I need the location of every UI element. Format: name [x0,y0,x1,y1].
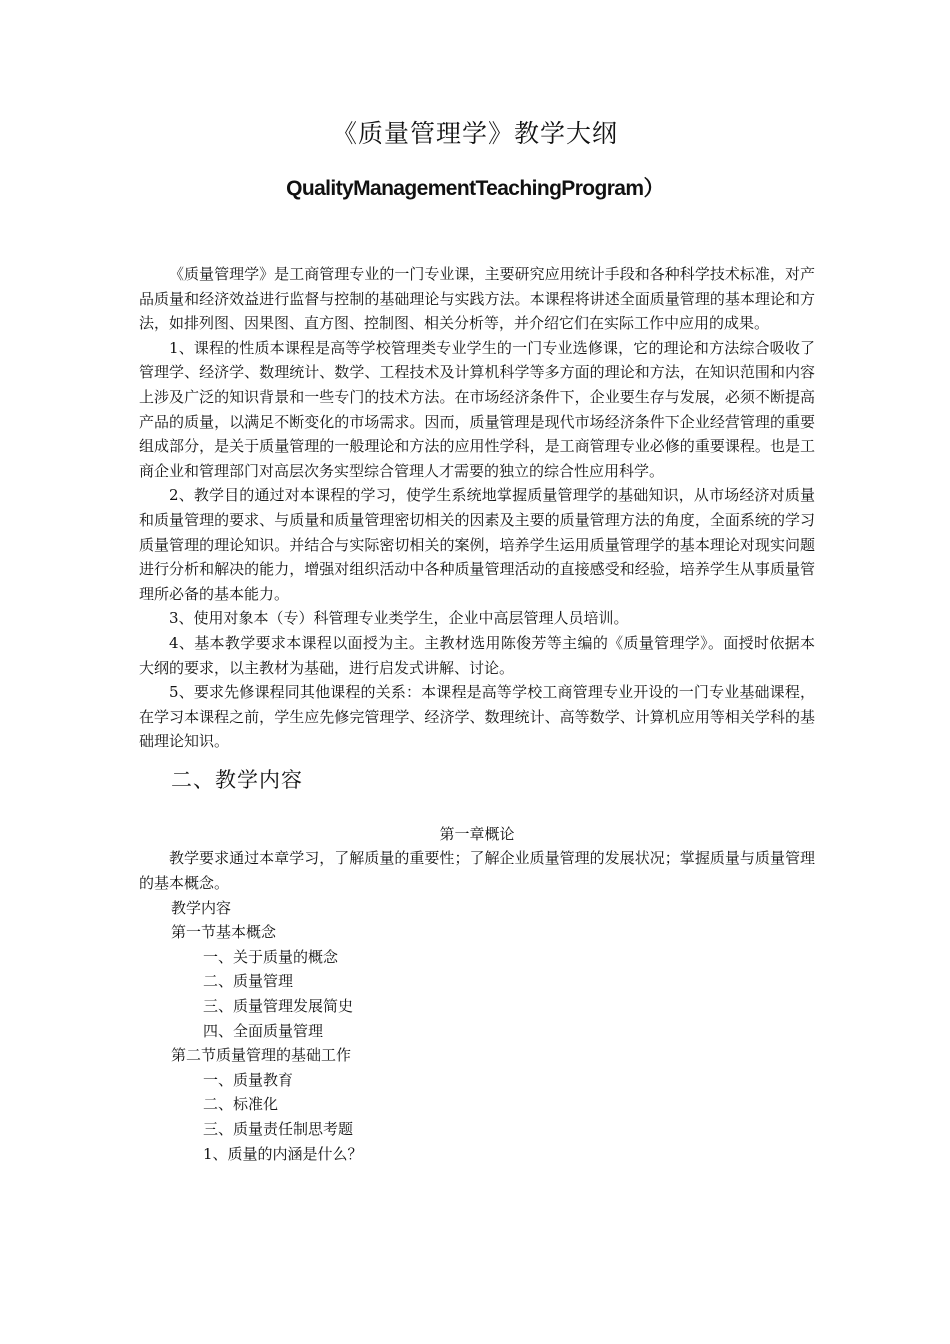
document-title: 《质量管理学》教学大纲 [331,119,618,148]
chapter-title: 第一章概论 [439,824,515,843]
intro-paragraph: 《质量管理学》是工商管理专业的一门专业课，主要研究应用统计手段和各种科学技术标准，对产品质量和经济效益进行监督与控制的基础理论与实践方法。本课程将讲述全面质量管理的基本理论和方法，如排列图、因果图、直方图、控制图、相关分析等，并介绍它们在实际工作中应用的成果。 [139,265,815,333]
section-heading-teaching-content: 二、教学内容 [171,767,303,792]
content-label: 教学内容 [171,898,232,917]
teaching-requirements-paragraph: 4、基本教学要求本课程以面授为主。主教材选用陈俊芳等主编的《质量管理学》。面授时依据本大纲的要求，以主教材为基础，进行启发式讲解、讨论。 [139,633,815,677]
list-item: 三、质量管理发展简史 [203,997,354,1016]
list-item: 二、标准化 [203,1095,279,1114]
document-body [139,262,815,1166]
course-nature-paragraph: 1、课程的性质本课程是高等学校管理类专业学生的一门专业选修课，它的理论和方法综合吸收了管理学、经济学、数理统计、数学、工程技术及计算机科学等多方面的理论和方法，在知识范围和内容上涉及广泛的知识背景和一些专门的技术方法。在市场经济条件下，企业要生存与发展，必须不断提高产品的质量，以满足不断变化的市场需求。因而，质量管理是现代市场经济条件下企业经营管理的重要组成部分，是关于质量管理的一般理论和方法的应用性学科，是工商管理专业必修的重要课程。也是工商企业和管理部门对高层次务实型综合管理人才需要的独立的综合性应用科学。 [139,338,815,480]
section-title: 第一节基本概念 [171,923,277,942]
chapter-requirement: 教学要求通过本章学习，了解质量的重要性；了解企业质量管理的发展状况；掌握质量与质量管理的基本概念。 [139,849,815,893]
prerequisites-paragraph: 5、要求先修课程同其他课程的关系：本课程是高等学校工商管理专业开设的一门专业基础课程，在学习本课程之前，学生应先修完管理学、经济学、数理统计、高等数学、计算机应用等相关学科的基础理论知识。 [139,683,815,751]
section-title: 第二节质量管理的基础工作 [171,1046,352,1065]
list-item: 四、全面质量管理 [203,1021,324,1040]
list-item: 一、关于质量的概念 [203,947,339,966]
target-audience-paragraph: 3、使用对象本（专）科管理专业类学生，企业中高层管理人员培训。 [169,609,629,628]
list-item: 三、质量责任制思考题 [203,1120,354,1138]
question-item: 1、质量的内涵是什么？ [203,1144,363,1163]
list-item: 二、质量管理 [203,972,294,991]
list-item: 一、质量教育 [203,1070,294,1089]
teaching-purpose-paragraph: 2、教学目的通过对本课程的学习，使学生系统地掌握质量管理学的基础知识，从市场经济对质量和质量管理的要求、与质量和质量管理密切相关的因素及主要的质量管理方法的角度，全面系统的学习质量管理的理论知识。并结合与实际密切相关的案例，培养学生运用质量管理学的基本理论对现实问题进行分析和解决的能力，增强对组织活动中各种质量管理活动的直接感受和经验，培养学生从事质量管理所必备的基本能力。 [139,486,815,603]
document-subtitle: QualityManagementTeachingProgram） [286,177,664,200]
